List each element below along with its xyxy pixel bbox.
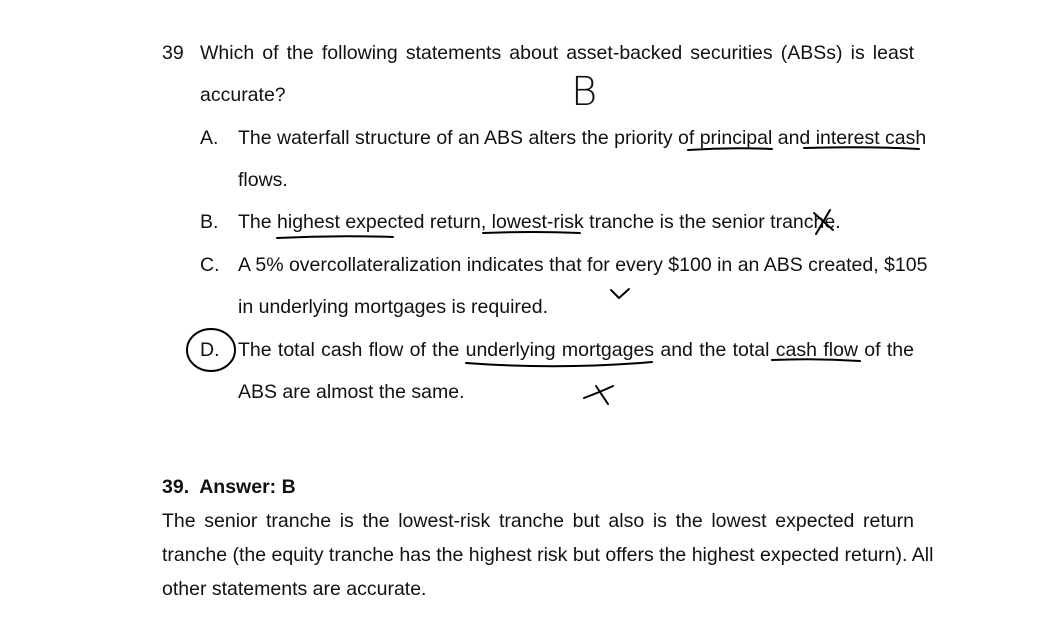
option-a-text-line-2: flows. (238, 169, 288, 191)
option-d-text-line-1: The total cash flow of the underlying mortgages and the total cash flow of the (238, 339, 914, 361)
question-number: 39 (162, 42, 184, 64)
option-c-text-line-2: in underlying mortgages is required. (238, 296, 549, 318)
underline-highest-expected (277, 236, 393, 238)
option-b-letter: B. (200, 211, 219, 233)
cross-mark-d (584, 386, 613, 404)
question-stem-line-2: accurate? (200, 84, 286, 106)
option-c-letter: C. (200, 254, 220, 276)
option-a-text-line-1: The waterfall structure of an ABS alters the priority of principal and interest cash (238, 127, 927, 149)
check-mark-c (611, 289, 629, 298)
question-stem-line-1: Which of the following statements about asset-backed securities (ABSs) is least (200, 42, 914, 64)
answer-explanation-line-2: tranche (the equity tranche has the highest risk but offers the highest expected return). All (162, 544, 934, 566)
option-d-text-line-2: ABS are almost the same. (238, 381, 465, 403)
option-c-text-line-1: A 5% overcollateralization indicates that for every $100 in an ABS created, $105 (238, 254, 928, 276)
handwritten-answer-b: B (571, 69, 598, 115)
underline-underlying-mortgages (466, 362, 652, 366)
option-b-text: The highest expected return, lowest-risk tranche is the senior tranche. (238, 211, 841, 233)
option-a-letter: A. (200, 127, 219, 149)
answer-heading: 39. Answer: B (162, 476, 296, 498)
option-d-letter: D. (200, 339, 220, 361)
answer-explanation-line-1: The senior tranche is the lowest-risk tranche but also is the lowest expected return (162, 510, 914, 532)
answer-explanation-line-3: other statements are accurate. (162, 578, 427, 600)
